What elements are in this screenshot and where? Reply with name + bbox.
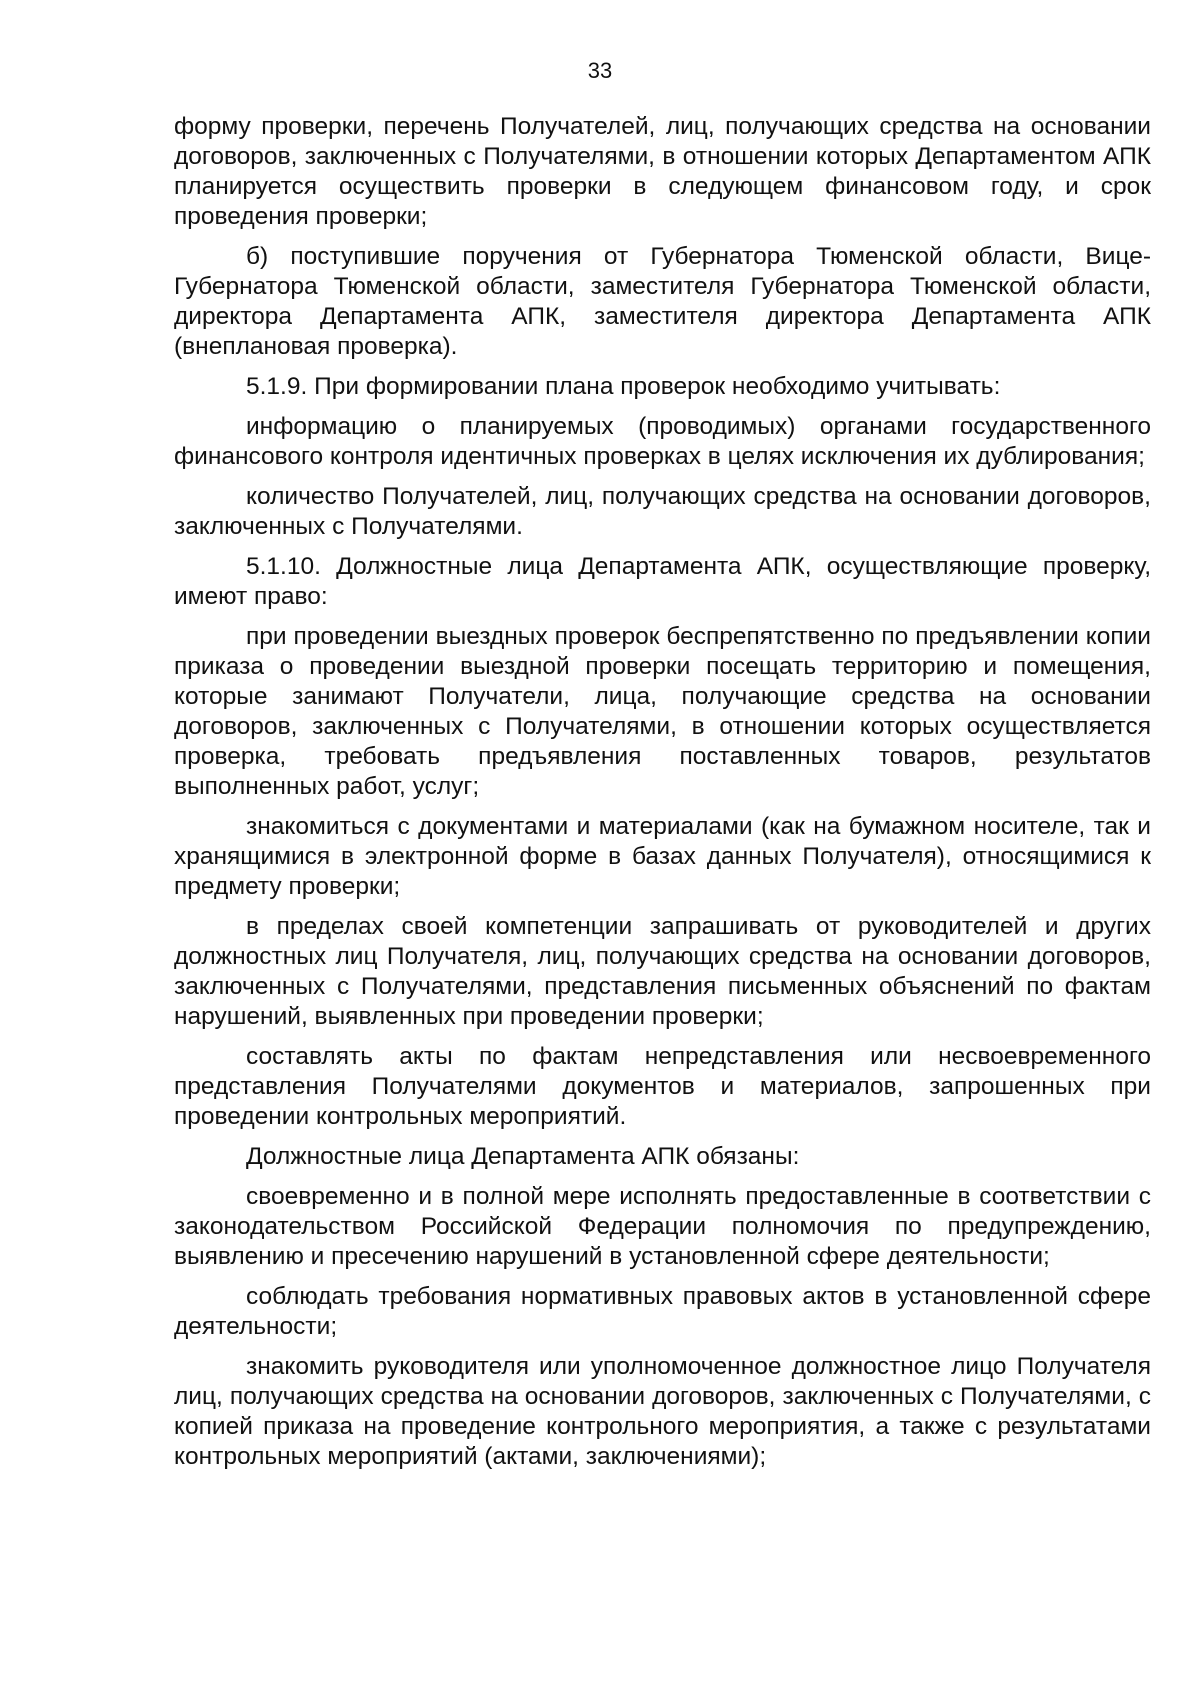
paragraph-officials-obliged: Должностные лица Департамента АПК обязаны: [246, 1143, 800, 1170]
paragraph-5-1-10: 5.1.10. Должностные лица Департамента АПК, осуществляющие проверку, имеют право: [174, 553, 1151, 610]
paragraph-recipients-count: количество Получателей, лиц, получающих средства на основании договоров, заключенных с Получателями. [174, 483, 1151, 540]
paragraph-5-1-9: 5.1.9. При формировании плана проверок необходимо учитывать: [246, 373, 1001, 400]
paragraph-instructions-b: б) поступившие поручения от Губернатора Тюменской области, Вице-Губернатора Тюменской области, заместителя Губернатора Тюменской области, директора Департамента АПК, заместителя директора Департамента АПК (внеплановая проверка). [174, 243, 1151, 360]
paragraph-onsite-inspection-rights: при проведении выездных проверок беспрепятственно по предъявлении копии приказа о проведении выездной проверки посещать территорию и помещения, которые занимают Получатели, лица, получающие средства на основании договоров, заключенных с Получателями, в отношении которых осуществляется проверка, требовать предъявления поставленных товаров, результатов выполненных работ, услуг; [174, 623, 1151, 800]
paragraph-exercise-powers: своевременно и в полной мере исполнять предоставленные в соответствии с законодательством Российской Федерации полномочия по предупреждению, выявлению и пресечению нарушений в установленной сфере деятельности; [174, 1183, 1151, 1270]
document-body [174, 112, 1151, 1482]
paragraph-planned-checks-info: информацию о планируемых (проводимых) органами государственного финансового контроля идентичных проверках в целях исключения их дублирования; [174, 413, 1151, 470]
paragraph-draft-acts: составлять акты по фактам непредставления или несвоевременного представления Получателями документов и материалов, запрошенных при проведении контрольных мероприятий. [174, 1043, 1151, 1130]
paragraph-request-explanations: в пределах своей компетенции запрашивать от руководителей и других должностных лиц Получателя, лиц, получающих средства на основании договоров, заключенных с Получателями, представления письменных объяснений по фактам нарушений, выявленных при проведении проверки; [174, 913, 1151, 1030]
paragraph-document-review-rights: знакомиться с документами и материалами (как на бумажном носителе, так и хранящимися в электронной форме в базах данных Получателя), относящимися к предмету проверки; [174, 813, 1151, 900]
page-number: 33 [587, 58, 613, 83]
paragraph-comply-regulations: соблюдать требования нормативных правовых актов в установленной сфере деятельности; [174, 1283, 1151, 1340]
paragraph-check-form: форму проверки, перечень Получателей, лиц, получающих средства на основании договоров, заключенных с Получателями, в отношении которых Департаментом АПК планируется осуществить проверки в следующем финансовом году, и срок проведения проверки; [174, 113, 1151, 230]
paragraph-familiarize-recipient: знакомить руководителя или уполномоченное должностное лицо Получателя лиц, получающих средства на основании договоров, заключенных с Получателями, с копией приказа на проведение контрольного мероприятия, а также с результатами контрольных мероприятий (актами, заключениями); [174, 1353, 1151, 1470]
